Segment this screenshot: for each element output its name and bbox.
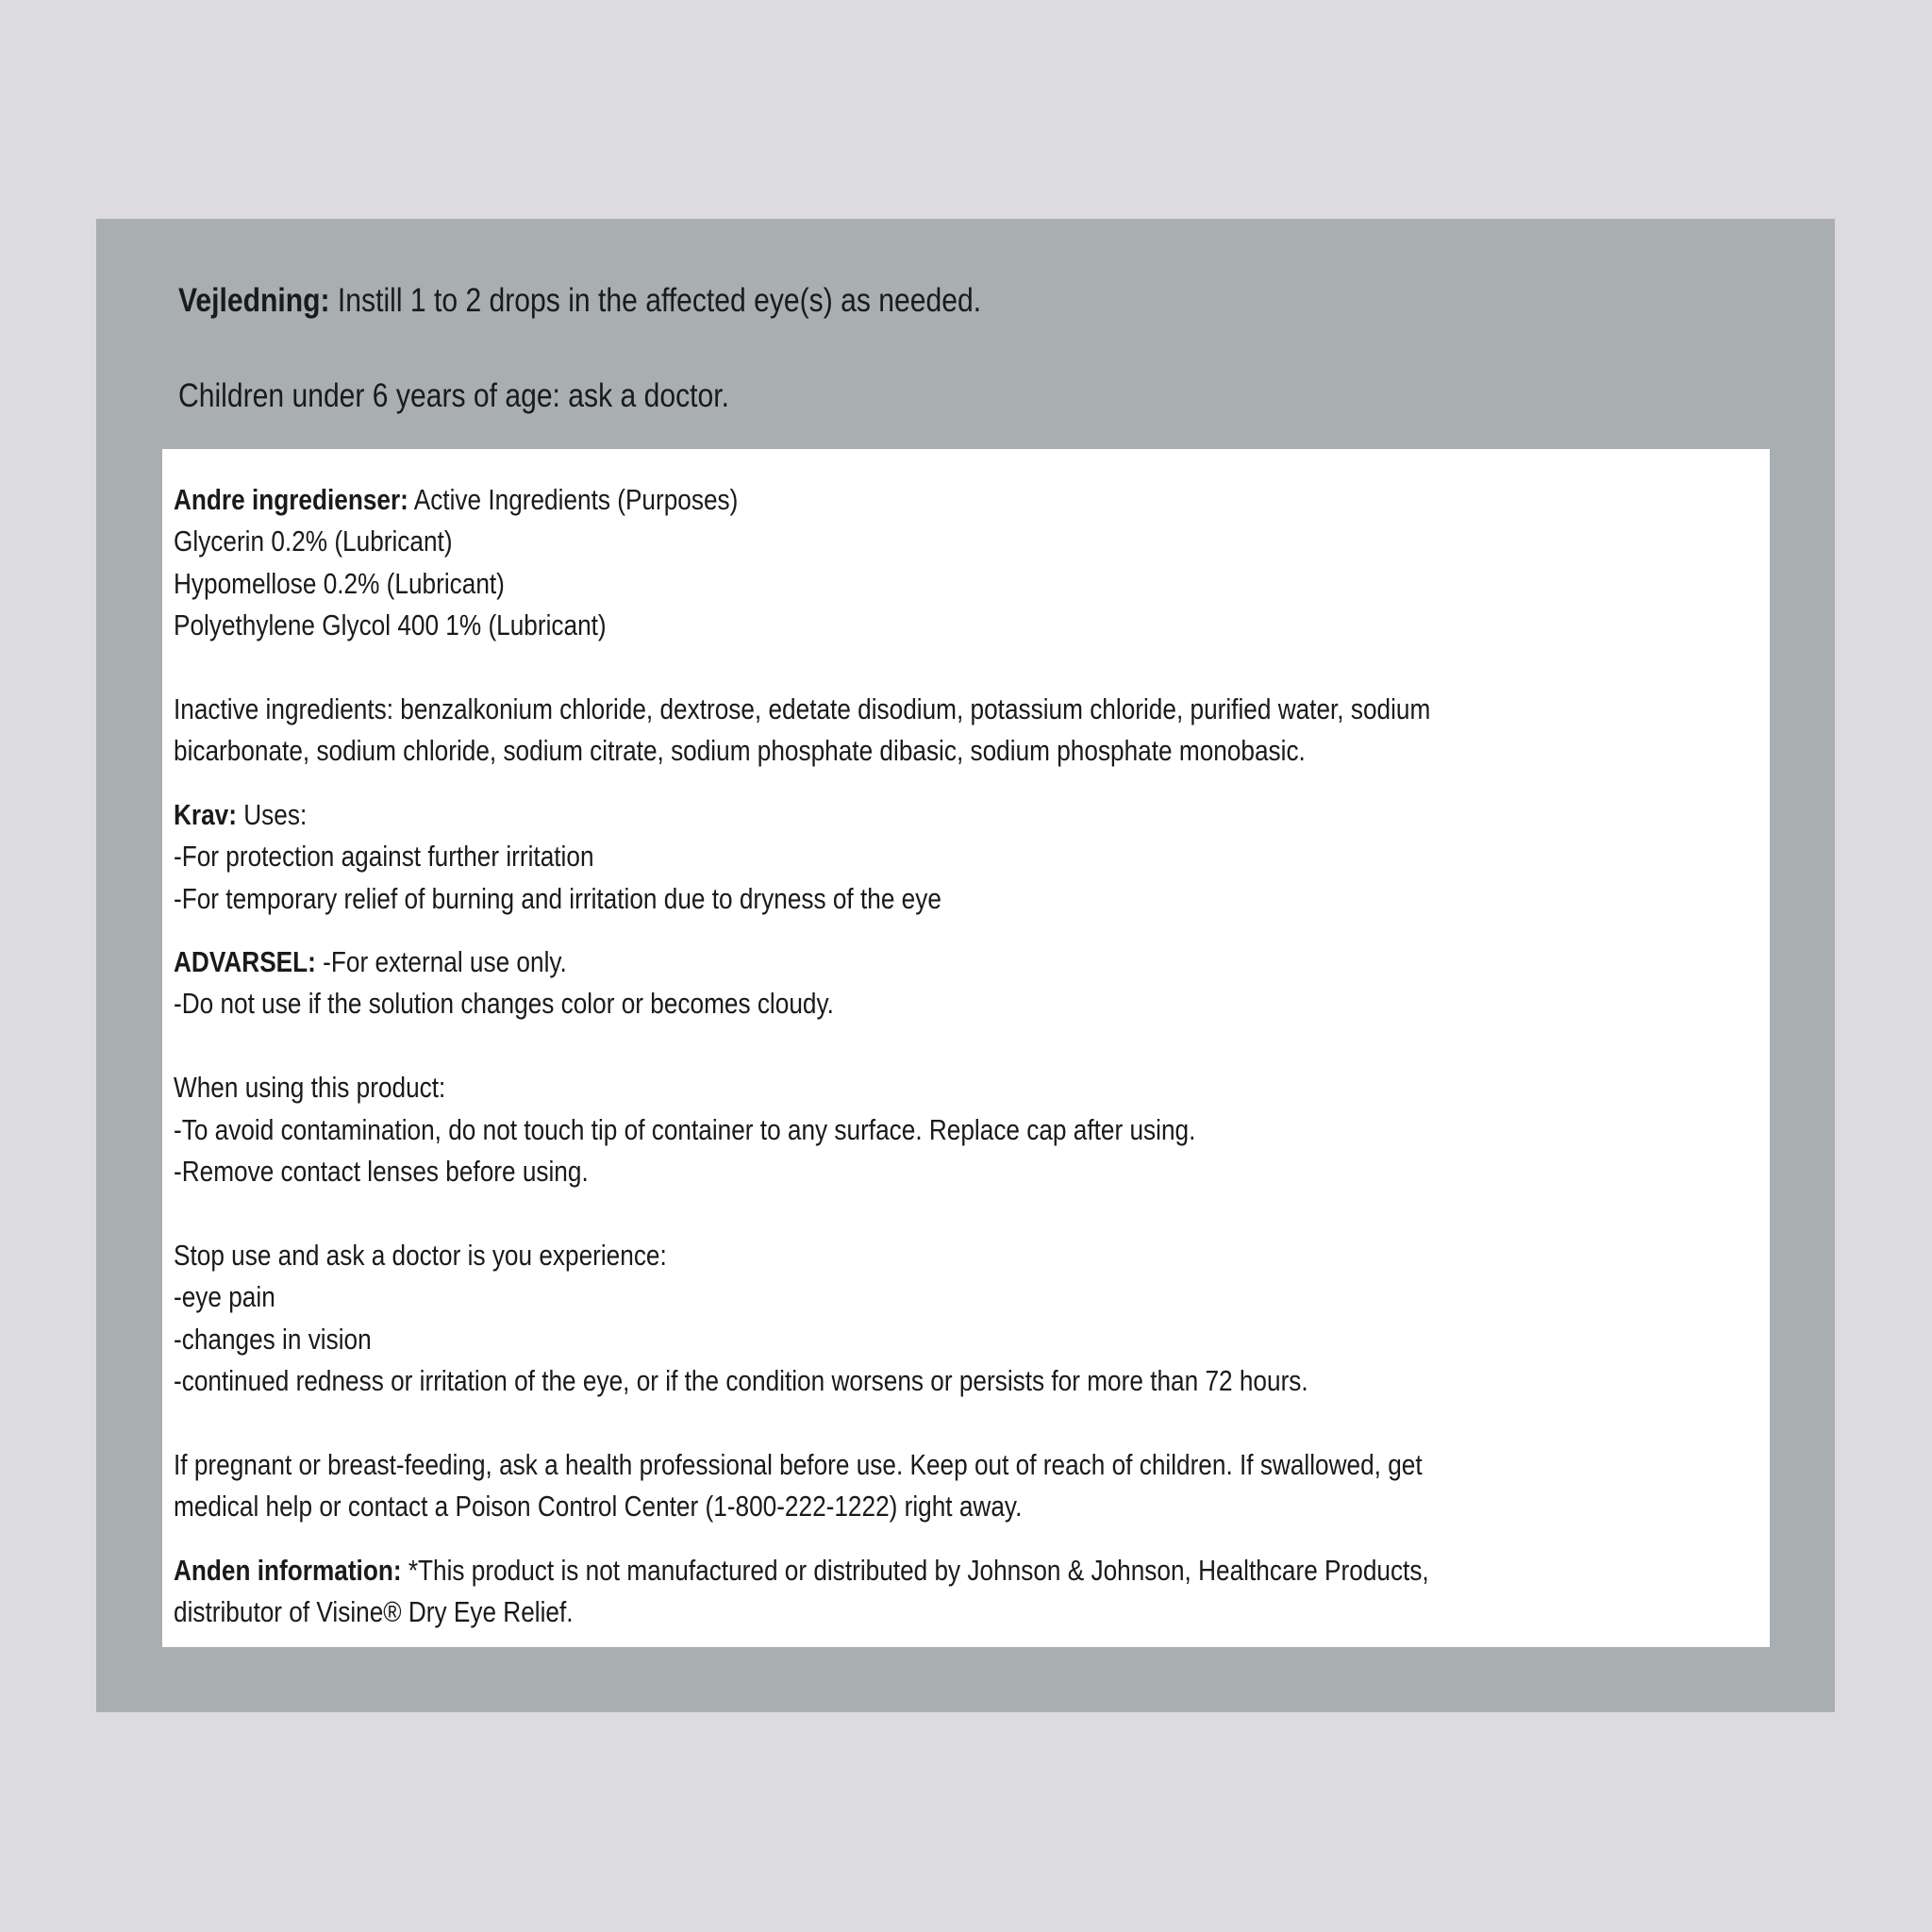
other-info-text: distributor of Visine® Dry Eye Relief. (174, 1595, 574, 1629)
pregnancy-warning: medical help or contact a Poison Control Center (1-800-222-1222) right away. (174, 1490, 1023, 1524)
directions-line (178, 279, 1557, 322)
when-using-heading: When using this product: (174, 1071, 446, 1105)
ingredients-heading-line (174, 479, 1728, 521)
other-info-label: Anden information: (174, 1553, 402, 1587)
stop-use-item: -changes in vision (174, 1322, 372, 1356)
other-info-line (174, 1550, 1728, 1591)
use-item: -For protection against further irritation (174, 840, 594, 874)
directions-section (178, 279, 1557, 417)
ingredients-label: Andre ingredienser: (174, 483, 408, 516)
stop-use-item: -continued redness or irritation of the eye, or if the condition worsens or persists for more than 72 hours. (174, 1364, 1308, 1398)
children-note: Children under 6 years of age: ask a doctor. (178, 377, 729, 414)
active-ingredient: Polyethylene Glycol 400 1% (Lubricant) (174, 608, 607, 642)
when-using-item: -To avoid contamination, do not touch tip of container to any surface. Replace cap after using. (174, 1112, 1196, 1146)
active-ingredient: Glycerin 0.2% (Lubricant) (174, 525, 453, 558)
stop-use-item: -eye pain (174, 1280, 275, 1314)
stop-use-heading: Stop use and ask a doctor is you experience: (174, 1238, 667, 1272)
uses-heading: Uses: (243, 797, 308, 831)
directions-text: Instill 1 to 2 drops in the affected eye(s) as needed. (337, 282, 982, 319)
directions-label: Vejledning: (178, 282, 330, 319)
pregnancy-warning: If pregnant or breast-feeding, ask a health professional before use. Keep out of reach of children. If swallowed, get (174, 1447, 1423, 1481)
uses-heading-line (174, 794, 1728, 836)
warning-external-use: -For external use only. (323, 945, 567, 979)
inactive-ingredients: bicarbonate, sodium chloride, sodium citrate, sodium phosphate dibasic, sodium phosphate monobasic. (174, 734, 1306, 768)
active-ingredient: Hypomellose 0.2% (Lubricant) (174, 566, 505, 600)
inactive-ingredients: Inactive ingredients: benzalkonium chloride, dextrose, edetate disodium, potassium chloride, purified water, sodium (174, 692, 1431, 726)
label-panel (96, 219, 1835, 1712)
warning-item: -Do not use if the solution changes color or becomes cloudy. (174, 987, 834, 1021)
supplement-info-card (162, 449, 1770, 1647)
warnings-heading-line (174, 941, 1728, 983)
uses-label: Krav: (174, 797, 237, 831)
use-item: -For temporary relief of burning and irritation due to dryness of the eye (174, 881, 941, 915)
when-using-item: -Remove contact lenses before using. (174, 1155, 589, 1189)
card-content (174, 479, 1728, 1634)
warnings-label: ADVARSEL: (174, 945, 316, 979)
other-info-text: *This product is not manufactured or distributed by Johnson & Johnson, Healthcare Products, (408, 1553, 1429, 1587)
ingredients-heading: Active Ingredients (Purposes) (413, 483, 739, 516)
